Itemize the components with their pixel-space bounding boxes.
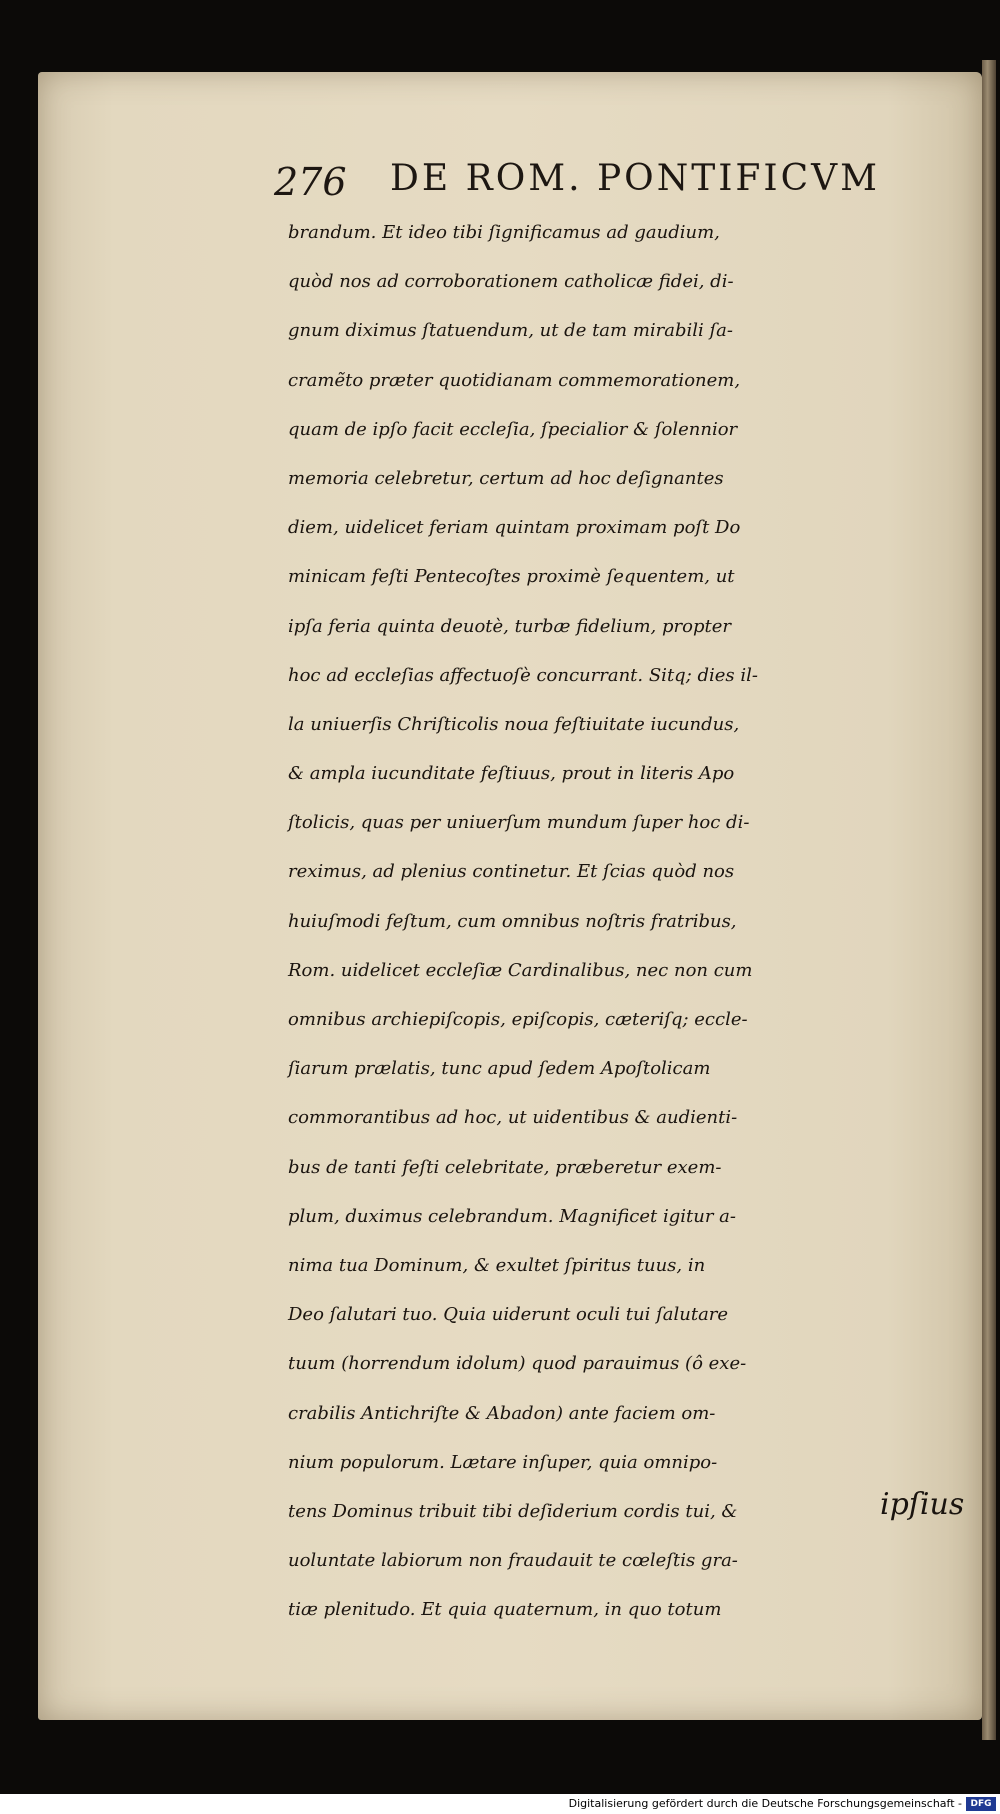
book-edge: [982, 60, 996, 1740]
text-line: tiæ plenitudo. Et quia quaternum, in quo totum: [288, 1599, 722, 1621]
funding-notice: Digitalisierung gefördert durch die Deutsche Forschungsgemeinschaft -: [568, 1797, 962, 1810]
text-line: reximus, ad plenius continetur. Et ſcias quòd nos: [288, 861, 735, 883]
text-line: minicam feſti Pentecoſtes proximè ſequentem, ut: [288, 566, 735, 588]
catchword: ipſius: [880, 1487, 965, 1522]
page-header: [274, 152, 954, 212]
text-line: Deo ſalutari tuo. Quia uiderunt oculi tui ſalutare: [288, 1304, 729, 1326]
page-number: 276: [274, 160, 347, 204]
text-line: cramẽto præter quotidianam commemorationem,: [288, 369, 741, 391]
text-line: nima tua Dominum, & exultet ſpiritus tuus, in: [288, 1254, 706, 1276]
text-line: & ampla iucunditate feſtiuus, prout in literis Apo: [288, 763, 735, 785]
text-line: diem, uidelicet feriam quintam proximam poſt Do: [288, 517, 741, 539]
text-line: quam de ipſo facit eccleſia, ſpecialior & ſolennior: [288, 418, 738, 440]
text-line: ſiarum prælatis, tunc apud ſedem Apoſtolicam: [288, 1058, 711, 1080]
text-line: uoluntate labiorum non fraudauit te cœleſtis gra-: [288, 1550, 738, 1572]
text-line: crabilis Antichriſte & Abadon) ante faciem om-: [288, 1402, 716, 1424]
running-title: DE ROM. PONTIFICVM: [390, 158, 881, 199]
text-line: tuum (horrendum idolum) quod parauimus (ô exe-: [288, 1353, 747, 1375]
text-line: commorantibus ad hoc, ut uidentibus & audienti-: [288, 1107, 738, 1129]
dfg-logo: DFG: [966, 1797, 996, 1811]
text-line: nium populorum. Lætare inſuper, quia omnipo-: [288, 1451, 718, 1473]
digitization-footer: [0, 1794, 1000, 1814]
text-line: plum, duximus celebrandum. Magnificet igitur a-: [288, 1205, 736, 1227]
body-text: [288, 208, 978, 1634]
text-line: hoc ad eccleſias affectuoſè concurrant. Sitq; dies il-: [288, 664, 758, 686]
text-line: bus de tanti feſti celebritate, præberetur exem-: [288, 1156, 722, 1178]
text-line: memoria celebretur, certum ad hoc deſignantes: [288, 467, 724, 489]
text-line: omnibus archiepiſcopis, epiſcopis, cæteriſq; eccle-: [288, 1009, 748, 1030]
text-line: ſtolicis, quas per uniuerſum mundum ſuper hoc di-: [288, 812, 750, 834]
text-line: Rom. uidelicet eccleſiæ Cardinalibus, nec non cum: [288, 959, 753, 981]
text-line: ipſa feria quinta deuotè, turbæ fidelium, propter: [288, 615, 731, 637]
text-line: brandum. Et ideo tibi ſignificamus ad gaudium,: [288, 222, 720, 243]
text-line: quòd nos ad corroborationem catholicæ fidei, di-: [288, 271, 734, 293]
text-line: gnum diximus ſtatuendum, ut de tam mirabili ſa-: [288, 320, 733, 342]
text-line: huiuſmodi feſtum, cum omnibus noſtris fratribus,: [288, 910, 737, 932]
text-line: la uniuerſis Chriſticolis noua feſtiuitate iucundus,: [288, 713, 740, 735]
text-line: tens Dominus tribuit tibi deſiderium cordis tui, &: [288, 1500, 738, 1522]
